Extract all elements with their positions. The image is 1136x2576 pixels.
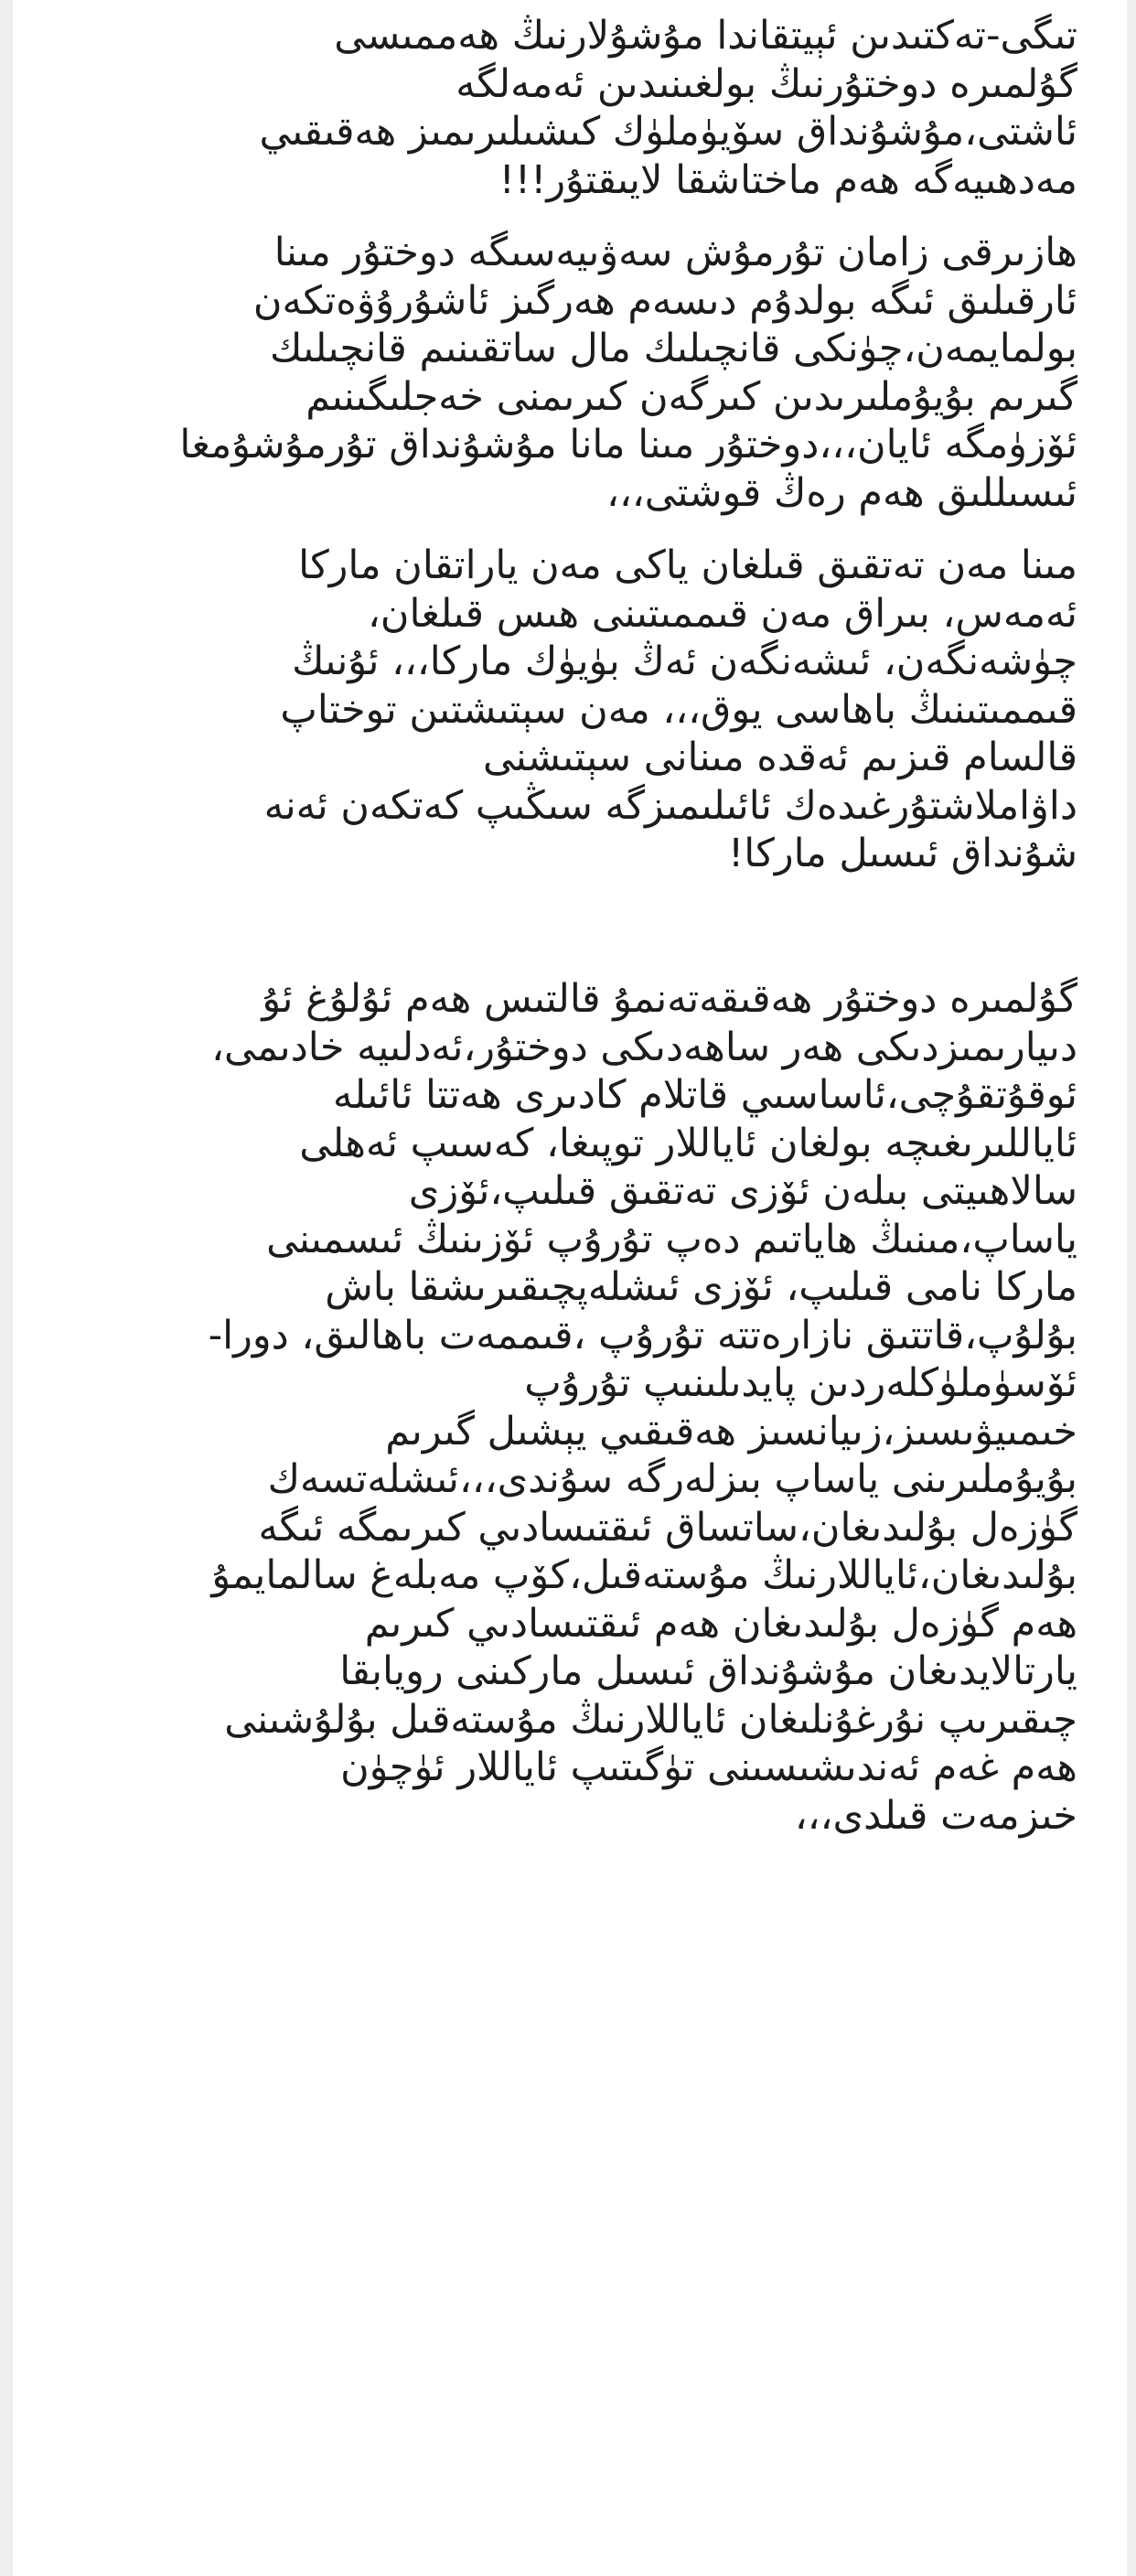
- paragraph-spacer: [53, 891, 1077, 964]
- text-line: چىقىرىپ نۇرغۇنلىغان ئاياللارنىڭ مۇستەقىل بۇلۇشىنى: [224, 1696, 1077, 1743]
- text-line: ياساپ،مىنىڭ ھاياتىم دەپ تۇرۇپ ئۆزىنىڭ ئىسمىنى: [266, 1216, 1077, 1262]
- text-line: ئۆزۈمگە ئايان،،،دوختۇر مىنا مانا مۇشۇنداق تۇرمۇشۇمغا: [179, 422, 1077, 467]
- text-line: مەدھىيەگە ھەم ماختاشقا لايىقتۇر!!!: [498, 156, 1077, 203]
- text-line: ئاشتى،مۇشۇنداق سۆيۈملۈك كىشىلىرىمىز ھەقىقىي: [259, 109, 1077, 155]
- text-line: بۇلۇپ،قاتتىق نازارەتتە تۇرۇپ ،قىممەت باھالىق، دورا-: [208, 1312, 1077, 1358]
- text-line: گىرىم بۇيۇملىرىدىن كىرگەن كىرىمنى خەجلىگىنىم: [305, 373, 1077, 420]
- text-line: ئوقۇتقۇچى،ئاساسىي قاتلام كادىرى ھەتتا ئائىلە: [333, 1072, 1077, 1118]
- text-line: سالاھىيتى بىلەن ئۆزى تەتقىق قىلىپ،ئۆزى: [408, 1168, 1077, 1214]
- text-line: بۇيۇملىرىنى ياساپ بىزلەرگە سۇندى،،،ئىشلەتسەك: [267, 1456, 1077, 1502]
- page-edge-left: [0, 0, 13, 2576]
- text-line: تىگى-تەكتىدىن ئېيتقاندا مۇشۇلارنىڭ ھەممىسى: [334, 13, 1077, 59]
- text-line: ھەم گۈزەل بۇلىدىغان ھەم ئىقتىسادىي كىرىم: [364, 1600, 1077, 1647]
- text-line: دىيارىمىزدىكى ھەر ساھەدىكى دوختۇر،ئەدلىيە خادىمى،: [211, 1024, 1077, 1070]
- text-line: قالسام قىزىم ئەقدە مىنانى سېتىشنى: [482, 735, 1077, 780]
- text-line: ھەم غەم ئەندىشىسىنى تۈگىتىپ ئاياللار ئۈچۈن: [340, 1744, 1077, 1790]
- text-line: شۇنداق ئىسىل ماركا!: [728, 831, 1077, 876]
- paragraph-3: [53, 530, 1077, 891]
- text-line: ئەمەس، بىراق مەن قىممىتىنى ھىس قىلغان،: [368, 590, 1077, 637]
- paragraph-2: [53, 217, 1077, 530]
- text-line: بولمايمەن،چۈنكى قانچىلىك مال ساتقىنىم قانچىلىك: [270, 326, 1077, 371]
- text-line: خىزمەت قىلدى،،،: [794, 1792, 1077, 1839]
- text-line: خىمىيۋىسىز،زىيانسىز ھەقىقىي يېشىل گىرىم: [385, 1408, 1077, 1454]
- text-line: گۇلمىرە دوختۇرنىڭ بولغىنىدىن ئەمەلگە: [455, 60, 1077, 107]
- text-line: يارتالايدىغان مۇشۇنداق ئىسىل ماركىنى رويابقا: [339, 1648, 1077, 1694]
- text-line: ماركا نامى قىلىپ، ئۆزى ئىشلەپچىقىرىشقا باش: [325, 1264, 1077, 1310]
- text-line: گۇلمىرە دوختۇر ھەقىقەتەنمۇ قالتىس ھەم ئۇلۇغ ئۇ: [262, 976, 1077, 1022]
- text-line: ئاياللىرىغىچە بولغان ئاياللار توپىغا، كەسىپ ئەھلى: [299, 1120, 1077, 1166]
- text-line: بۇلىدىغان،ئاياللارنىڭ مۇستەقىل،كۆپ مەبلەغ سالمايمۇ: [211, 1552, 1077, 1598]
- paragraph-4: [53, 963, 1077, 1852]
- text-line: قىممىتىنىڭ باھاسى يوق،،، مەن سېتىشتىن توختاپ: [280, 686, 1077, 733]
- text-line: گۈزەل بۇلىدىغان،ساتساق ئىقتىسادىي كىرىمگە ئىگە: [258, 1504, 1077, 1551]
- text-line: مىنا مەن تەتقىق قىلغان ياكى مەن ياراتقان ماركا: [298, 542, 1077, 588]
- paragraph-1: [53, 0, 1077, 217]
- text-line: ھازىرقى زامان تۇرمۇش سەۋىيەسىگە دوختۇر مىنا: [273, 230, 1077, 275]
- text-line: چۈشەنگەن، ئىشەنگەن ئەڭ بۈيۈك ماركا،،، ئۇنىڭ: [292, 639, 1077, 684]
- page-edge-right: [1127, 0, 1136, 2576]
- text-line: ئىسىللىق ھەم رەڭ قوشتى،،،: [606, 469, 1077, 516]
- text-line: داۋاملاشتۇرغىدەك ئائىلىمىزگە سىڭىپ كەتكەن ئەنە: [263, 782, 1077, 829]
- text-line: ئۆسۈملۈكلەردىن پايدىلىنىپ تۇرۇپ: [524, 1360, 1077, 1406]
- article-body: [53, 0, 1077, 1852]
- text-line: ئارقىلىق ئىگە بولدۇم دىسەم ھەرگىز ئاشۇرۇۋەتكەن: [252, 277, 1077, 324]
